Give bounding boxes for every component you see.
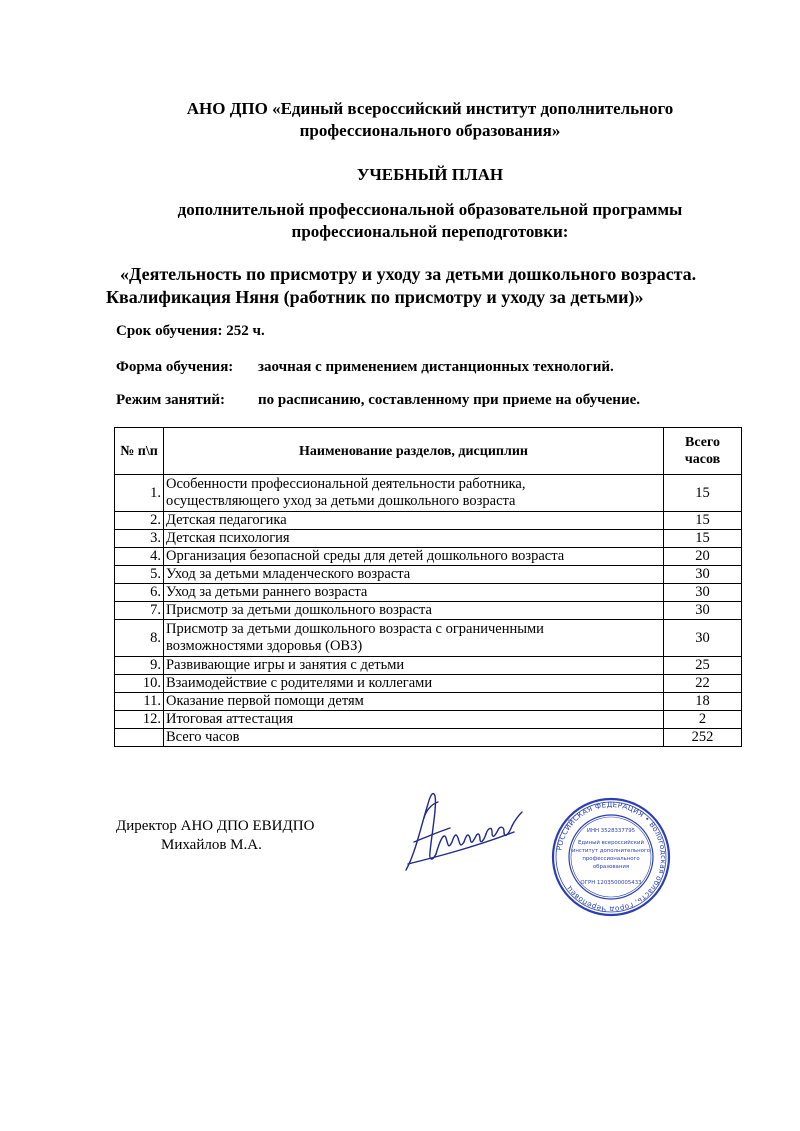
plan-subtitle: дополнительной профессиональной образовательной программы профессиональной переподготовки:: [177, 200, 683, 241]
svg-text:Единый всероссийский: Единый всероссийский: [578, 840, 644, 846]
table-header-row: [115, 428, 742, 475]
table-row: 3. Детская психология 15: [115, 530, 742, 548]
table-row: 7. Присмотр за детьми дошкольного возраста 30: [115, 602, 742, 620]
table-total-row: [115, 729, 742, 747]
plan-title: УЧЕБНЫЙ ПЛАН: [356, 165, 504, 184]
organization-name: АНО ДПО «Единый всероссийский институт дополнительного профессионального образования»: [186, 99, 674, 140]
study-mode-line: [116, 391, 640, 409]
table-row: 8. Присмотр за детьми дошкольного возраста с ограниченными возможностями здоровья (ОВЗ) 30: [115, 620, 742, 657]
handwritten-signature-icon: [402, 782, 532, 882]
director-name: Михайлов М.А.: [161, 837, 262, 853]
director-signature-block: [116, 817, 314, 855]
table-row: 6. Уход за детьми раннего возраста 30: [115, 584, 742, 602]
table-row: 5. Уход за детьми младенческого возраста 30: [115, 566, 742, 584]
table-row: 10. Взаимодействие с родителями и коллегами 22: [115, 675, 742, 693]
study-mode-label: Режим занятий:: [116, 392, 226, 408]
director-title: Директор АНО ДПО ЕВИДПО: [116, 818, 315, 834]
svg-text:образования: образования: [592, 864, 630, 870]
svg-text:профессионального: профессионального: [582, 856, 640, 862]
column-header-name: Наименование разделов, дисциплин: [164, 428, 664, 475]
study-form-label: Форма обучения:: [116, 359, 234, 375]
total-hours: 252: [664, 729, 742, 747]
column-header-hours: Всего часов: [664, 428, 742, 475]
table-row: 2. Детская педагогика 15: [115, 512, 742, 530]
total-label: Всего часов: [164, 729, 664, 747]
study-form-line: [116, 358, 614, 376]
program-title: «Деятельность по присмотру и уходу за детьми дошкольного возраста. Квалификация Няня (работник по присмотру и уходу за детьми)»: [106, 264, 697, 307]
table-row: 1. Особенности профессиональной деятельности работника, осуществляющего уход за детьми дошкольного возраста 15: [115, 475, 742, 512]
duration-line: Срок обучения: 252 ч.: [116, 323, 265, 339]
curriculum-table: [114, 427, 742, 747]
official-seal: [550, 796, 672, 918]
table-row: 12. Итоговая аттестация 2: [115, 711, 742, 729]
table-row: 4. Организация безопасной среды для детей дошкольного возраста 20: [115, 548, 742, 566]
study-form-value: заочная с применением дистанционных технологий.: [258, 359, 614, 375]
svg-text:РОССИЙСКАЯ ФЕДЕРАЦИЯ • Вологод: РОССИЙСКАЯ ФЕДЕРАЦИЯ • Вологодская область, город Череповец: [554, 799, 669, 915]
svg-text:ИНН 3528337795: ИНН 3528337795: [586, 828, 636, 834]
study-mode-value: по расписанию, составленному при приеме на обучение.: [258, 392, 640, 408]
table-row: 11. Оказание первой помощи детям 18: [115, 693, 742, 711]
table-row: 9. Развивающие игры и занятия с детьми 25: [115, 657, 742, 675]
column-header-number: № п\п: [115, 428, 164, 475]
svg-text:институт дополнительного: институт дополнительного: [571, 848, 651, 854]
svg-text:ОГРН 1203500005433: ОГРН 1203500005433: [580, 880, 642, 886]
